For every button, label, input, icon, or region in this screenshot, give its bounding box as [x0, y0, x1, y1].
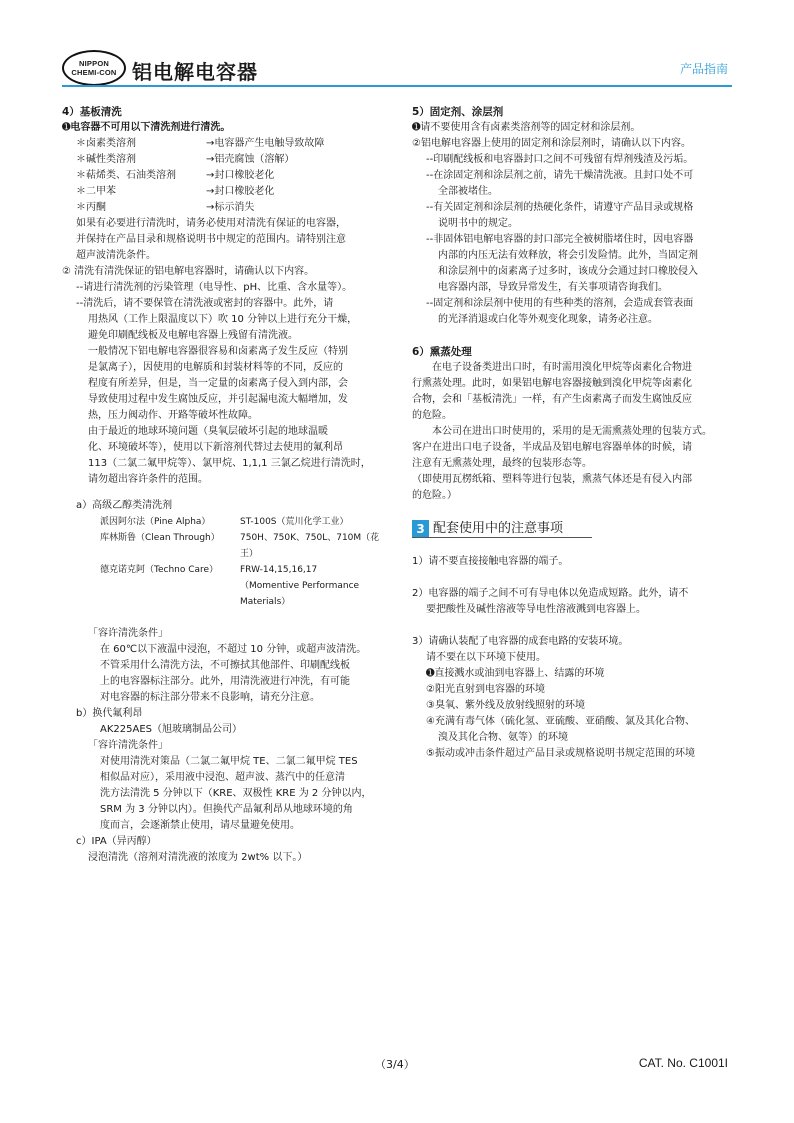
conditions-label: 「容许清洗条件」: [88, 740, 168, 751]
paragraph-line: 在电子设备类进出口时，有时需用溴化甲烷等卤素化合物进: [432, 362, 692, 373]
solvent-row: ＊卤素类溶剂 →电容器产生电触导致故障: [76, 138, 325, 149]
logo-line2: CHEMI-CON: [71, 68, 117, 77]
option-b-title: b）换代氟利昂: [76, 708, 143, 719]
product-row: 库林斯鲁（Clean Through） 750H、750K、750L、710M（花王）: [100, 533, 380, 559]
precaution-2-cont: 要把酸性及碱性溶液等导电性溶液溅到电容器上。: [426, 604, 646, 615]
environment-item: ③臭氧、紫外线及放射线照射的环境: [426, 700, 585, 711]
paragraph-line: 的危险。: [412, 410, 452, 421]
precaution-1: 1）请不要直接接触电容器的端子。: [412, 556, 569, 567]
environment-item-cont: 溴及其化合物、氨等）的环境: [438, 732, 568, 743]
section-3-number: 3: [412, 520, 429, 537]
dash-item-cont: 全部被堵住。: [438, 186, 498, 197]
environment-item: ④充满有毒气体（硫化氢、亚硫酸、亚硝酸、氯及其化合物、: [426, 716, 695, 727]
paragraph-line: 程度有所差异，但是，当一定量的卤素离子侵入到内部，会: [88, 378, 348, 389]
dash-item: --有关固定剂和涂层剂的热硬化条件，请遵守产品目录或规格: [426, 202, 694, 213]
environment-item: ➊直接溅水或油到电容器上、结露的环境: [426, 668, 605, 679]
option-a-title: a）高级乙醇类清洗剂: [76, 500, 173, 511]
logo-line1: NIPPON: [79, 59, 109, 68]
paragraph-line: 是氯离子），因使用的电解质和封装材料等的不同，反应的: [88, 362, 343, 373]
paragraph-line: 客户在进出口电子设备，半成品及铝电解电容器单体的时候，请: [412, 442, 692, 453]
section-5-item: ➊请不要使用含有卤素类溶剂等的固定材和涂层剂。: [412, 122, 641, 133]
paragraph-line: 一般情况下铝电解电容器很容易和卤素离子发生反应（特别: [88, 346, 348, 357]
product-row: 德克诺克阿（Techno Care） FRW-14,15,16,17: [100, 565, 318, 575]
conditions-line: 度而言，会逐渐禁止使用，请尽量避免使用。: [100, 820, 300, 831]
section-4-title: 4）基板清洗: [62, 106, 122, 118]
precaution-3: 3）请确认装配了电容器的成套电路的安装环境。: [412, 636, 629, 647]
environment-item: ②阳光直射到电容器的环境: [426, 684, 545, 695]
conditions-line: 上的电容器标注部分。此外，用清洗液进行冲洗，有可能: [100, 676, 350, 687]
conditions-label: 「容许清洗条件」: [88, 628, 168, 639]
dash-item: --印刷配线板和电容器封口之间不可残留有焊剂残渣及污垢。: [426, 154, 694, 165]
item-2-title: ② 清洗有清洗保证的铝电解电容器时，请确认以下内容。: [62, 266, 315, 277]
solvent-row: ＊二甲苯 →封口橡胶老化: [76, 186, 275, 197]
section-5-item: ②铝电解电容器上使用的固定剂和涂层剂时，请确认以下内容。: [412, 138, 691, 149]
paragraph-line: 本公司在进出口时使用的，采用的是无需熏蒸处理的包装方式。: [432, 426, 712, 437]
paragraph-line: 的危险。）: [412, 490, 457, 501]
left-column: [62, 104, 392, 866]
cleaning-note-line: 超声波清洗条件。: [76, 250, 156, 261]
section-5-title: 5）固定剂、涂层剂: [412, 106, 504, 118]
paragraph-line: 行熏蒸处理。此时，如果铝电解电容器接触到溴化甲烷等卤素化: [412, 378, 692, 389]
precaution-3-sub: 请不要在以下环境下使用。: [426, 652, 546, 663]
dash-item-cont: 和涂层剂中的卤素离子过多时，该成分会通过封口橡胶侵入: [438, 266, 698, 277]
paragraph-line: 请勿超出容许条件的范围。: [88, 474, 208, 485]
right-column: [412, 104, 742, 762]
conditions-line: 洗方法清洗 5 分钟以下（KRE、双极性 KRE 为 2 分钟以内，: [100, 788, 372, 799]
header-rule: [62, 85, 732, 87]
section-4-warning: ➊电容器不可用以下清洗剂进行清洗。: [62, 122, 231, 133]
solvent-row: ＊碱性类溶剂 →铝壳腐蚀（溶解）: [76, 154, 295, 165]
dash-item: --清洗后，请不要保管在清洗液或密封的容器中。此外，请: [76, 298, 334, 309]
dash-item: --在涂固定剂和涂层剂之前，请先干燥清洗液。且封口处不可: [426, 170, 694, 181]
product-guide-label: 产品指南: [679, 62, 728, 76]
document-title: 铝电解电容器: [132, 60, 258, 84]
dash-item-cont: 用热风（工作上限温度以下）吹 10 分钟以上进行充分干燥，: [88, 314, 358, 325]
product-row: （Momentive Performance Materials）: [240, 581, 360, 607]
section-6-title: 6）熏蒸处理: [412, 346, 472, 358]
conditions-line: 对使用清洗对策品（二氯二氟甲烷 TE、二氯二氟甲烷 TES: [100, 756, 358, 767]
dash-item-cont: 内部的内压无法有效释放，将会引发险情。此外，当固定剂: [438, 250, 698, 261]
section-3-title: 配套使用中的注意事项: [433, 520, 564, 536]
dash-item-cont: 说明书中的规定。: [438, 218, 518, 229]
paragraph-line: 导致使用过程中发生腐蚀反应，并引起漏电流大幅增加，发: [88, 394, 348, 405]
paragraph-line: 化、环境破坏等），使用以下新溶剂代替过去使用的氟利昂: [88, 442, 343, 453]
environment-item: ⑤振动或冲击条件超过产品目录或规格说明书规定范围的环境: [426, 748, 695, 759]
option-b-product: AK225AES（旭玻璃制品公司）: [100, 724, 242, 735]
solvent-row: ＊丙酮 →标示消失: [76, 202, 255, 213]
cleaning-note-line: 如果有必要进行清洗时，请务必使用对清洗有保证的电容器，: [76, 218, 346, 229]
dash-item-cont: 电容器内部，导致异常发生，有关事项请咨询我们。: [438, 282, 668, 293]
precaution-2: 2）电容器的端子之间不可有导电体以免造成短路。此外，请不: [412, 588, 689, 599]
paragraph-line: （即使用瓦楞纸箱、塑料等进行包装，熏蒸气体还是有侵入内部: [412, 474, 692, 485]
dash-item-cont: 的光泽消退或白化等外观变化现象，请务必注意。: [438, 314, 658, 325]
section-3-header: [412, 520, 742, 537]
conditions-line: 对电容器的标注部分带来不良影响，请充分注意。: [100, 692, 320, 703]
paragraph-line: 热，压力阀动作、开路等破坏性故障。: [88, 410, 258, 421]
conditions-line: 相似品对应），采用液中浸泡、超声波、蒸汽中的任意清: [100, 772, 345, 783]
product-row: 派因阿尔法（Pine Alpha） ST-100S（荒川化学工业）: [100, 517, 349, 527]
dash-item: --请进行清洗剂的污染管理（电导性、pH、比重、含水量等）。: [76, 282, 353, 293]
nippon-chemicon-logo: [62, 50, 126, 86]
page-number: （3/4）: [375, 1058, 415, 1071]
paragraph-line: 由于最近的地球环境问题（臭氧层破坏引起的地球温暖: [88, 426, 328, 437]
conditions-line: SRM 为 3 分钟以内）。但换代产品氟利昂从地球环境的角: [100, 804, 353, 815]
catalog-number: CAT. No. C1001I: [638, 1056, 728, 1070]
cleaning-note-line: 并保持在产品目录和规格说明书中规定的范围内。请特别注意: [76, 234, 346, 245]
option-c-text: 浸泡清洗（溶剂对清洗液的浓度为 2wt% 以下。）: [88, 852, 308, 863]
dash-item-cont: 避免印刷配线板及电解电容器上残留有清洗液。: [88, 330, 298, 341]
option-c-title: c）IPA（异丙醇）: [76, 836, 157, 847]
conditions-line: 在 60℃以下液温中浸泡，不超过 10 分钟，或超声波清洗。: [100, 644, 367, 655]
dash-item: --非固体铝电解电容器的封口部完全被树脂堵住时，因电容器: [426, 234, 694, 245]
solvent-row: ＊萜烯类、石油类溶剂 →封口橡胶老化: [76, 170, 275, 181]
paragraph-line: 113（二氯二氟甲烷等）、氯甲烷、1,1,1 三氯乙烷进行清洗时，: [88, 458, 371, 469]
dash-item: --固定剂和涂层剂中使用的有些种类的溶剂，会造成套管表面: [426, 298, 694, 309]
conditions-line: 不管采用什么清洗方法，不可擦拭其他部件、印刷配线板: [100, 660, 350, 671]
paragraph-line: 合物，会和「基板清洗」一样，有产生卤素离子而发生腐蚀反应: [412, 394, 692, 405]
paragraph-line: 注意有无熏蒸处理，最终的包装形态等。: [412, 458, 592, 469]
